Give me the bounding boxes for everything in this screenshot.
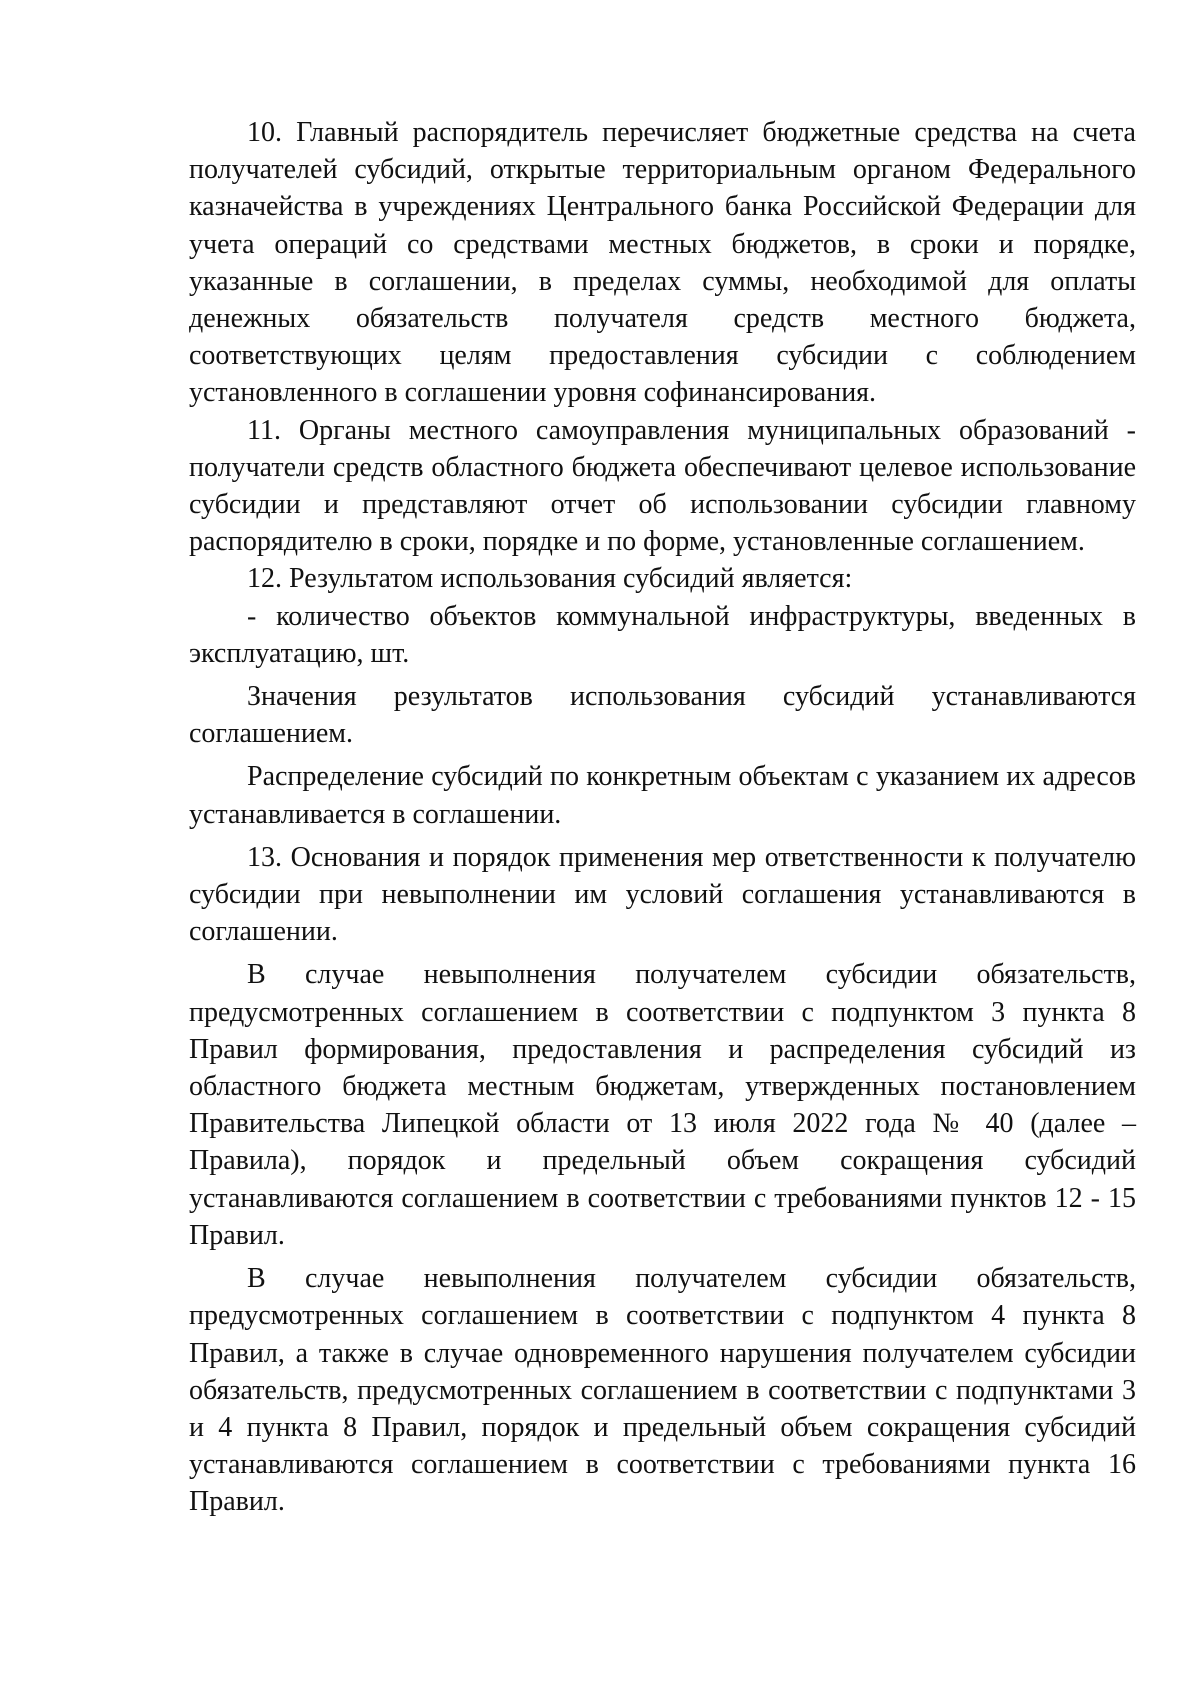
document-page (189, 114, 1136, 1521)
paragraph-12-item: - количество объектов коммунальной инфраструктуры, введенных в эксплуатацию, шт. (189, 600, 1136, 669)
paragraph-13: 13. Основания и порядок применения мер ответственности к получателю субсидии при невыполнении им условий соглашения устанавливаются в соглашении. (189, 841, 1136, 948)
paragraph-10: 10. Главный распорядитель перечисляет бюджетные средства на счета получателей субсидий, открытые территориальным органом Федерального казначейства в учреждениях Центрального банка Российской Федерации для учета операций со средствами местных бюджетов, в сроки и порядке, указанные в соглашении, в пределах суммы, необходимой для оплаты денежных обязательств получателя средств местного бюджета, соответствующих целям предоставления субсидии с соблюдением установленного в соглашении уровня софинансирования. (189, 117, 1136, 409)
paragraph-result-values: Значения результатов использования субсидий устанавливаются соглашением. (189, 681, 1136, 750)
paragraph-13-case-2: В случае невыполнения получателем субсидии обязательств, предусмотренных соглашением в соответствии с подпунктом 4 пункта 8 Правил, а также в случае одновременного нарушения получателем субсидии обязательств, предусмотренных соглашением в соответствии с подпунктами 3 и 4 пункта 8 Правил, порядок и предельный объем сокращения субсидий устанавливаются соглашением в соответствии с требованиями пункта 16 Правил. (189, 1263, 1136, 1518)
paragraph-13-case-1: В случае невыполнения получателем субсидии обязательств, предусмотренных соглашением в соответствии с подпунктом 3 пункта 8 Правил формирования, предоставления и распределения субсидий из областного бюджета местным бюджетам, утвержденных постановлением Правительства Липецкой области от 13 июля 2022 года № 40 (далее – Правила), порядок и предельный объем сокращения субсидий устанавливаются соглашением в соответствии с требованиями пунктов 12 - 15 Правил. (189, 959, 1136, 1251)
paragraph-11: 11. Органы местного самоуправления муниципальных образований - получатели средств областного бюджета обеспечивают целевое использование субсидии и представляют отчет об использовании субсидии главному распорядителю в сроки, порядке и по форме, установленные соглашением. (189, 414, 1136, 558)
paragraph-12: 12. Результатом использования субсидий является: (247, 563, 853, 595)
paragraph-distribution: Распределение субсидий по конкретным объектам с указанием их адресов устанавливается в соглашении. (189, 761, 1136, 830)
